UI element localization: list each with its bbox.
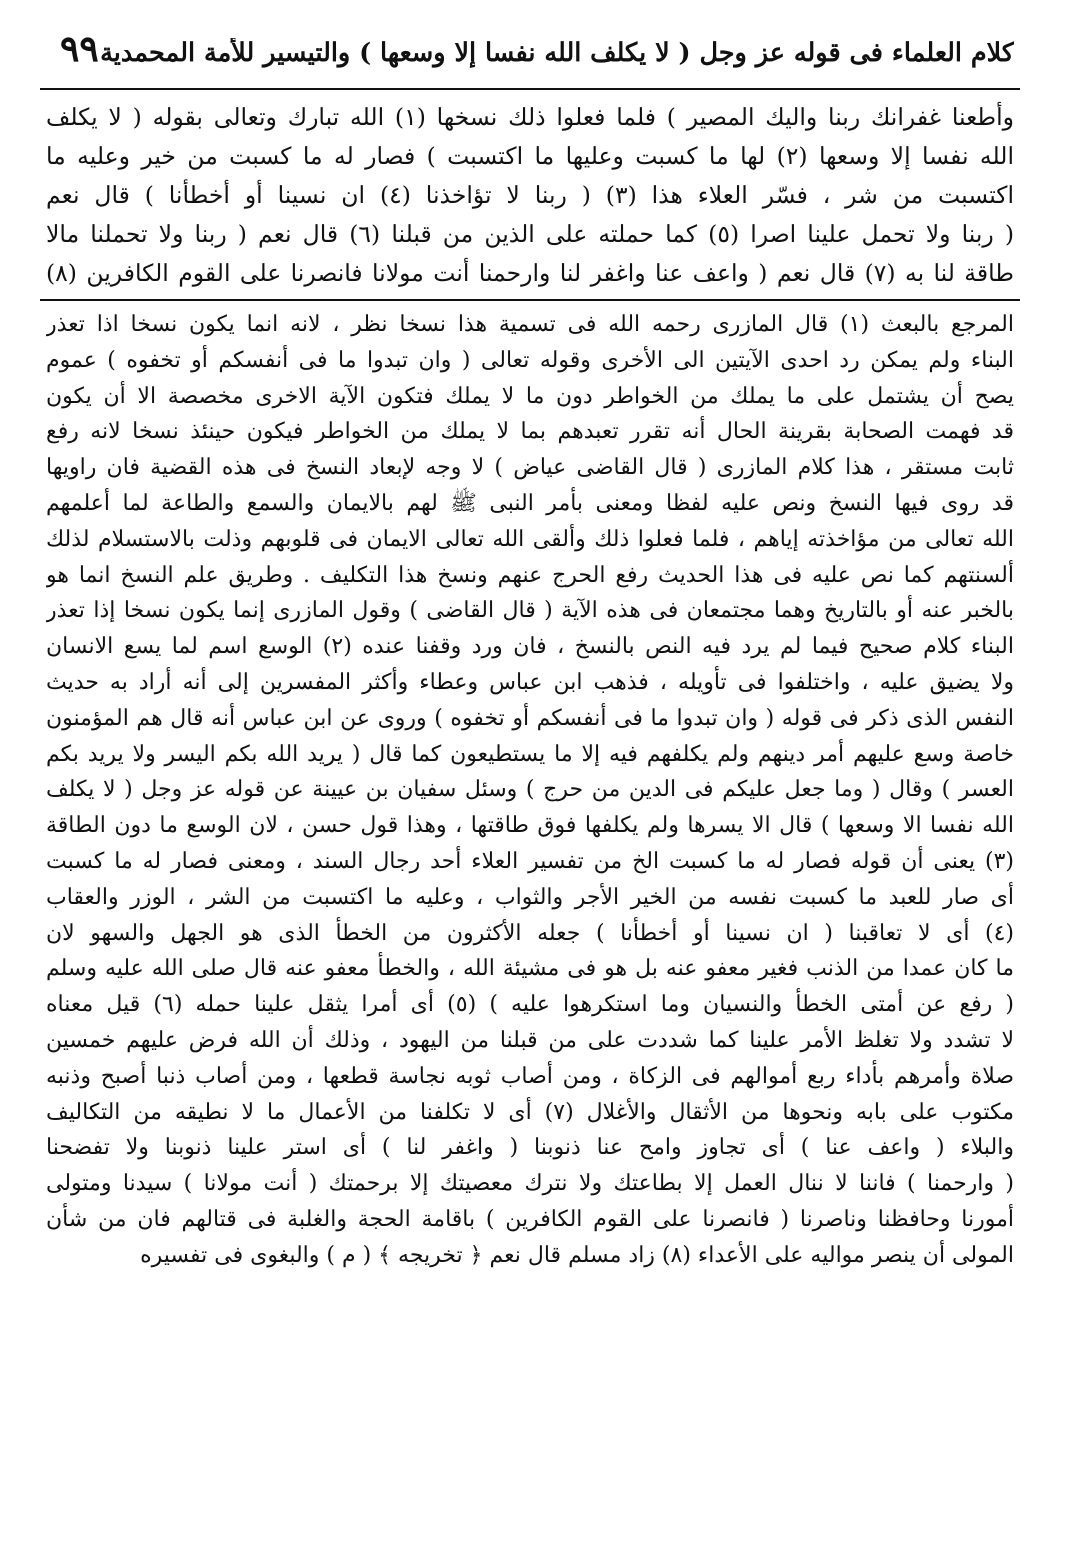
note-line: أى صار للعبد ما كسبت نفسه من الخير الأجر والثواب ، وعليه ما اكتسبت من الشر ، الوزر والعقاب <box>46 884 1014 910</box>
main-text-line: الله نفسا إلا وسعها (٢) لها ما كسبت وعليها ما اكتسبت ) فصار له ما كسبت من خير وعليه ما <box>46 142 1014 170</box>
note-line: صلاة وأمرهم بأداء ربع أموالهم فى الزكاة ، ومن أصاب ثوبه نجاسة قطعها ، ومن أصاب ذنبا أصبح وذنبه <box>46 1063 1014 1089</box>
note-line: البناء ولم يمكن رد احدى الآيتين الى الأخرى وقوله تعالى ( وان تبدوا ما فى أنفسكم أو تخفوه ) عموم <box>46 347 1014 373</box>
note-line: يصح أن يشتمل على ما يملك من الخواطر دون ما لا يملك فتكون الآية الاخرى مخصصة الا أن يكون <box>46 383 1014 409</box>
note-line: الله تعالى من مؤاخذته إياهم ، فلما فعلوا ذلك وألقى الله تعالى الايمان فى قلوبهم وذلت بالاستسلام لذلك <box>46 526 1014 552</box>
note-line: ما كان عمدا من الذنب فغير معفو عنه بل هو فى مشيئة الله ، والخطأ معفو عنه قال صلى الله عليه وسلم <box>46 956 1014 982</box>
note-line: الله نفسا الا وسعها ) قال الا يسرها ولم يكلفها فوق طاقتها ، وهذا قول حسن ، لان الوسع ما دون الطاقة <box>46 813 1014 839</box>
note-line: لا تشدد ولا تغلظ الأمر علينا كما شددت على من قبلنا من اليهود ، وذلك أن الله فرض عليهم خمسين <box>46 1027 1014 1053</box>
note-line: أمورنا وحافظنا وناصرنا ( فانصرنا على القوم الكافرين ) باقامة الحجة والغلبة فى قتالهم فان من شأن <box>46 1206 1014 1232</box>
note-line: المرجع بالبعث (١) قال المازرى رحمه الله فى تسمية هذا نسخا نظر ، لانه انما يكون نسخا اذا تعذر <box>46 312 1014 337</box>
note-line: بالخبر عنه أو بالتاريخ وهما مجتمعان فى هذه الآية ( قال القاضى ) وقول المازرى إنما يكون نسخا إذا تعذر <box>46 598 1014 624</box>
page-header <box>40 28 1020 90</box>
note-line: ( وارحمنا ) فاننا لا ننال العمل إلا بطاعتك ولا نترك معصيتك إلا برحمتك ( أنت مولانا ) سيدنا ومتولى <box>46 1171 1014 1197</box>
note-line: المولى أن ينصر مواليه على الأعداء (٨) زاد مسلم قال نعم ﴿ تخريجه ﴾ ( م ) والبغوى فى تفسيره <box>140 1242 1014 1268</box>
note-line: ألسنتهم كما نص عليه فى هذا الحديث رفع الحرج عنهم ونسخ هذا التكليف . وطريق علم النسخ انما هو <box>46 562 1014 588</box>
note-line: خاصة وسع عليهم أمر دينهم ولم يكلفهم فيه إلا ما يستطيعون كما قال ( يريد الله بكم اليسر ولا يريد بكم <box>46 741 1014 767</box>
note-line: (٤) أى لا تعاقبنا ( ان نسينا أو أخطأنا ) جعله الأكثرون من الخطأ الذى هو الجهل والسهو لان <box>46 920 1014 946</box>
note-line: قد فهمت الصحابة بقرينة الحال أنه تقرر تعبدهم بما لا يملك من الخواطر فيكون حينئذ نسخا لانه رفع <box>46 419 1014 445</box>
main-text-line: وأطعنا غفرانك ربنا واليك المصير ) فلما فعلوا ذلك نسخها (١) الله تبارك وتعالى بقوله ( لا يكلف <box>46 103 1014 131</box>
running-title: كلام العلماء فى قوله عز وجل ( لا يكلف الله نفسا إلا وسعها ) والتيسير للأمة المحمدية <box>100 38 1014 68</box>
note-line: ولا يضيق عليه ، واختلفوا فى تأويله ، فذهب ابن عباس وعطاء وأكثر المفسرين إلى أنه أراد به حديث <box>46 669 1014 695</box>
note-line: مكتوب على بابه ونحوها من الأثقال والأغلال (٧) أى لا تكلفنا من الأعمال ما لا نطيقه من التكاليف <box>46 1099 1014 1125</box>
note-line: العسر ) وقال ( وما جعل عليكم فى الدين من حرج ) وسئل سفيان بن عيينة عن قوله عز وجل ( لا يكلف <box>46 777 1014 803</box>
note-line: والبلاء ( واعف عنا ) أى تجاوز وامح عنا ذنوبنا ( واغفر لنا ) أى استر علينا ذنوبنا ولا تفضحنا <box>46 1135 1014 1161</box>
main-text-line: ( ربنا ولا تحمل علينا اصرا (٥) كما حملته على الذين من قبلنا (٦) قال نعم ( ربنا ولا تحملنا مالا <box>46 220 1014 248</box>
page-number: ٩٩ <box>60 28 99 70</box>
note-line: (٣) يعنى أن قوله فصار له ما كسبت الخ من تفسير العلاء أحد رجال السند ، ومعنى فصار له ما كسبت <box>46 848 1014 874</box>
main-text-line: طاقة لنا به (٧) قال نعم ( واعف عنا واغفر لنا وارحمنا أنت مولانا فانصرنا على القوم الكافرين (٨) <box>46 259 1014 287</box>
note-line: ( رفع عن أمتى الخطأ والنسيان وما استكرهوا عليه ) (٥) أى أمرا يثقل علينا حمله (٦) قيل معناه <box>46 992 1014 1018</box>
main-text-line: اكتسبت من شر ، فسّر العلاء هذا (٣) ( ربنا لا تؤاخذنا (٤) ان نسينا أو أخطأنا ) قال نعم <box>46 181 1014 209</box>
book-page <box>40 28 1020 1274</box>
note-line: النفس الذى ذكر فى قوله ( وان تبدوا ما فى أنفسكم أو تخفوه ) وروى عن ابن عباس أنه قال هم المؤمنون <box>46 705 1014 731</box>
main-hadith-text <box>40 90 1020 301</box>
note-line: البناء كلام صحيح فيما لم يرد فيه النص بالنسخ ، فان ورد وقفنا عنده (٢) الوسع اسم لما يسع الانسان <box>46 634 1014 660</box>
commentary-notes <box>40 301 1020 1274</box>
note-line: قد روى فيها النسخ ونص عليه لفظا ومعنى بأمر النبى ﷺ لهم بالايمان والسمع والطاعة لما أعلمهم <box>46 490 1014 516</box>
note-line: ثابت مستقر ، هذا كلام المازرى ( قال القاضى عياض ) لا وجه لإبعاد النسخ فى هذه القضية فان راويها <box>46 455 1014 481</box>
